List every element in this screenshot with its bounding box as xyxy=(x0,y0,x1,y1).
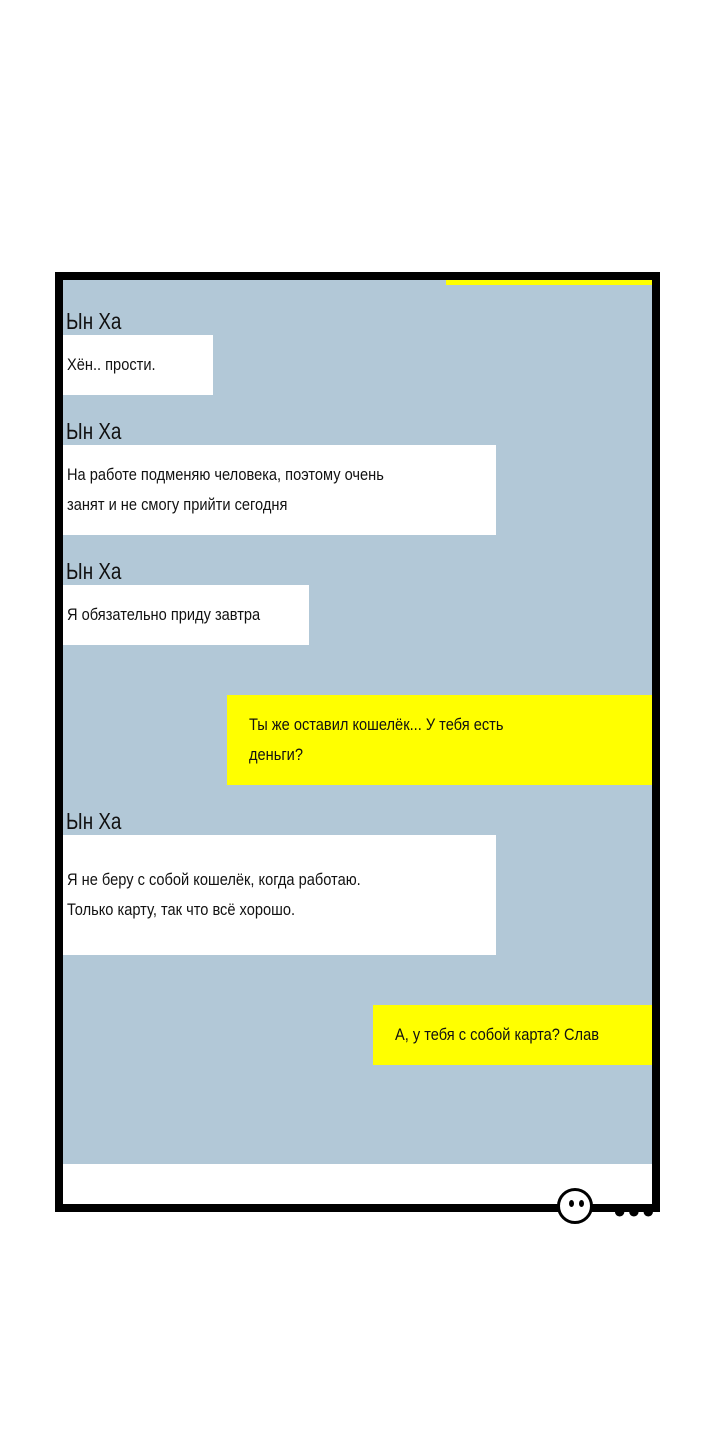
message-text: Я обязательно приду завтра xyxy=(67,605,261,624)
message-bubble-incoming xyxy=(63,445,496,535)
emoji-smile-icon[interactable] xyxy=(557,1188,593,1224)
message-text: занят и не смогу прийти сегодня xyxy=(67,495,288,514)
message-bubble-outgoing xyxy=(227,695,652,785)
message-bubble-incoming xyxy=(63,835,496,955)
sender-name: Ын Ха xyxy=(66,558,122,584)
message-bubble-incoming xyxy=(63,335,213,395)
message-text: А, у тебя с собой карта? Слав xyxy=(395,1025,599,1044)
sender-name: Ын Ха xyxy=(66,418,122,444)
message-text: Только карту, так что всё хорошо. xyxy=(67,900,296,919)
sender-name: Ын Ха xyxy=(66,808,122,834)
message-text: На работе подменяю человека, поэтому очень xyxy=(67,465,384,484)
sender-name: Ын Ха xyxy=(66,308,122,334)
message-bubble-incoming xyxy=(63,585,309,645)
top-highlight-bar xyxy=(446,280,652,285)
message-text: Ты же оставил кошелёк... У тебя есть xyxy=(249,715,504,734)
message-input-bar[interactable] xyxy=(63,1164,656,1223)
message-text: Я не беру с собой кошелёк, когда работаю. xyxy=(67,870,361,889)
message-text: Хён.. прости. xyxy=(67,355,156,374)
message-text: деньги? xyxy=(249,745,303,764)
chat-window[interactable] xyxy=(63,280,652,1164)
more-dots-icon[interactable]: ●●● xyxy=(613,1198,656,1223)
message-bubble-outgoing xyxy=(373,1005,652,1065)
